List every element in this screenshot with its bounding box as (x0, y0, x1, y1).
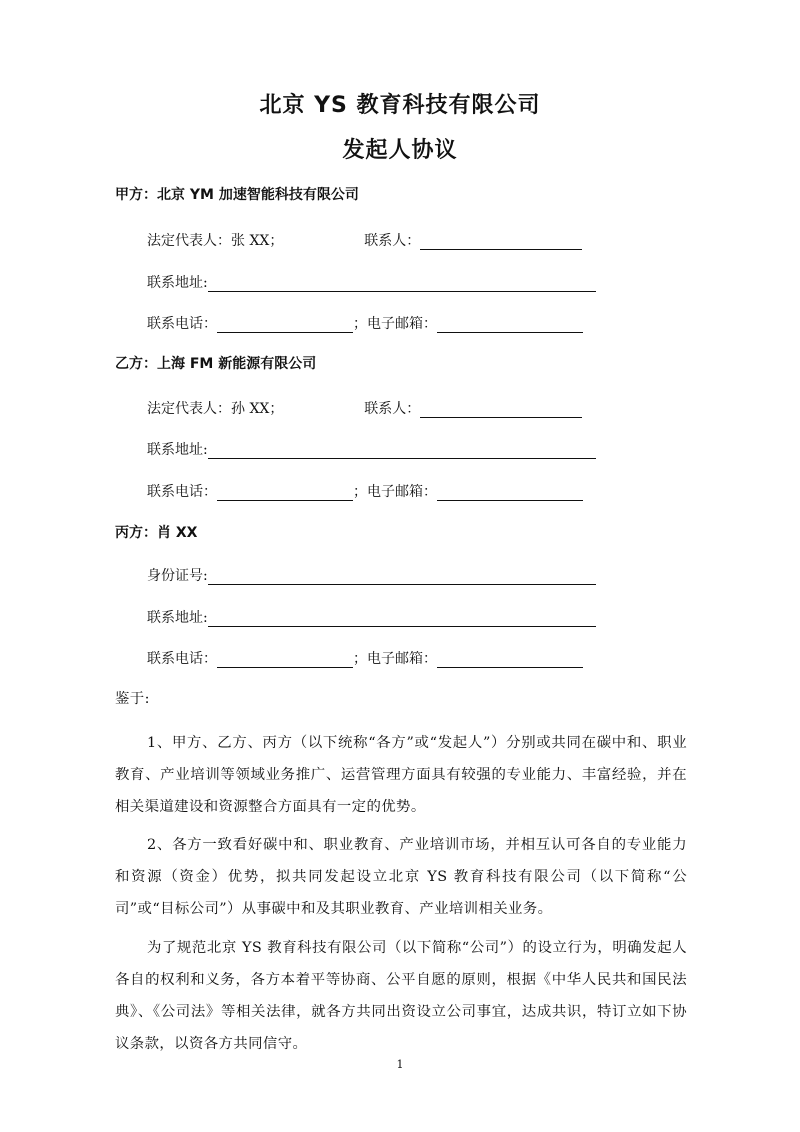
party-a-contact-field[interactable] (420, 234, 582, 250)
party-b-separator: ； (353, 484, 367, 500)
recital-paragraph-2: 2、各方一致看好碳中和、职业教育、产业培训市场，并相互认可各自的专业能力和资源（资金）优势，拟共同发起设立北京 YS 教育科技有限公司（以下简称“公司”或“目标公司”）从事碳中和及其职业教育、产业培训相关业务。 (115, 837, 687, 917)
party-b-phone-row (147, 481, 583, 501)
party-b-contact-label: 联系人： (364, 401, 421, 417)
party-b-heading: 乙方：上海 FM 新能源有限公司 (115, 356, 317, 372)
party-b-contact-field[interactable] (420, 402, 582, 418)
party-b-phone-field[interactable] (217, 485, 353, 501)
party-c-phone-field[interactable] (217, 652, 353, 668)
party-a-email-field[interactable] (437, 317, 583, 333)
party-b-phone-label: 联系电话： (147, 484, 217, 500)
party-a-phone-row (147, 313, 583, 333)
recital-paragraph-1: 1、甲方、乙方、丙方（以下统称“各方”或“发起人”）分别或共同在碳中和、职业教育、产业培训等领域业务推广、运营管理方面具有较强的专业能力、丰富经验，并在相关渠道建设和资源整合方面具有一定的优势。 (115, 735, 687, 815)
party-b-legal-rep: 法定代表人：孙 XX； (147, 401, 284, 417)
party-c-id-label: 身份证号: (147, 568, 208, 584)
party-b-email-label: 电子邮箱： (367, 484, 437, 500)
party-b-rep-row (147, 398, 582, 418)
party-a-address-row (147, 272, 596, 292)
party-a-rep-row (147, 230, 582, 250)
party-b-address-row (147, 439, 596, 459)
party-c-address-row (147, 607, 596, 627)
party-c-heading: 丙方：肖 XX (115, 525, 198, 541)
party-a-phone-label: 联系电话： (147, 316, 217, 332)
party-c-email-label: 电子邮箱： (367, 651, 437, 667)
whereas-heading: 鉴于: (115, 691, 150, 707)
page-number: 1 (396, 1058, 404, 1071)
party-c-id-field[interactable] (208, 569, 596, 585)
party-c-phone-row (147, 648, 583, 668)
purpose-paragraph: 为了规范北京 YS 教育科技有限公司（以下简称“公司”）的设立行为，明确发起人各自的权利和义务，各方本着平等协商、公平自愿的原则，根据《中华人民共和国民法典》、《公司法》等相关法律，就各方共同出资设立公司事宜，达成共识，特订立如下协议条款，以资各方共同信守。 (115, 940, 687, 1052)
party-b-email-field[interactable] (437, 485, 583, 501)
party-a-phone-field[interactable] (217, 317, 353, 333)
party-c-separator: ； (353, 651, 367, 667)
party-a-email-label: 电子邮箱： (367, 316, 437, 332)
party-c-address-field[interactable] (208, 611, 596, 627)
party-c-email-field[interactable] (437, 652, 583, 668)
party-a-legal-rep: 法定代表人：张 XX； (147, 233, 284, 249)
party-a-address-field[interactable] (208, 276, 596, 292)
party-a-address-label: 联系地址: (147, 275, 208, 291)
party-b-address-field[interactable] (208, 443, 596, 459)
party-a-separator: ； (353, 316, 367, 332)
party-b-address-label: 联系地址: (147, 442, 208, 458)
party-a-contact-label: 联系人： (364, 233, 421, 249)
party-a-heading: 甲方：北京 YM 加速智能科技有限公司 (115, 187, 359, 203)
document-subtitle: 发起人协议 (342, 138, 458, 163)
party-c-address-label: 联系地址: (147, 610, 208, 626)
document-title: 北京 YS 教育科技有限公司 (259, 93, 541, 118)
party-c-id-row (147, 565, 596, 585)
party-c-phone-label: 联系电话： (147, 651, 217, 667)
